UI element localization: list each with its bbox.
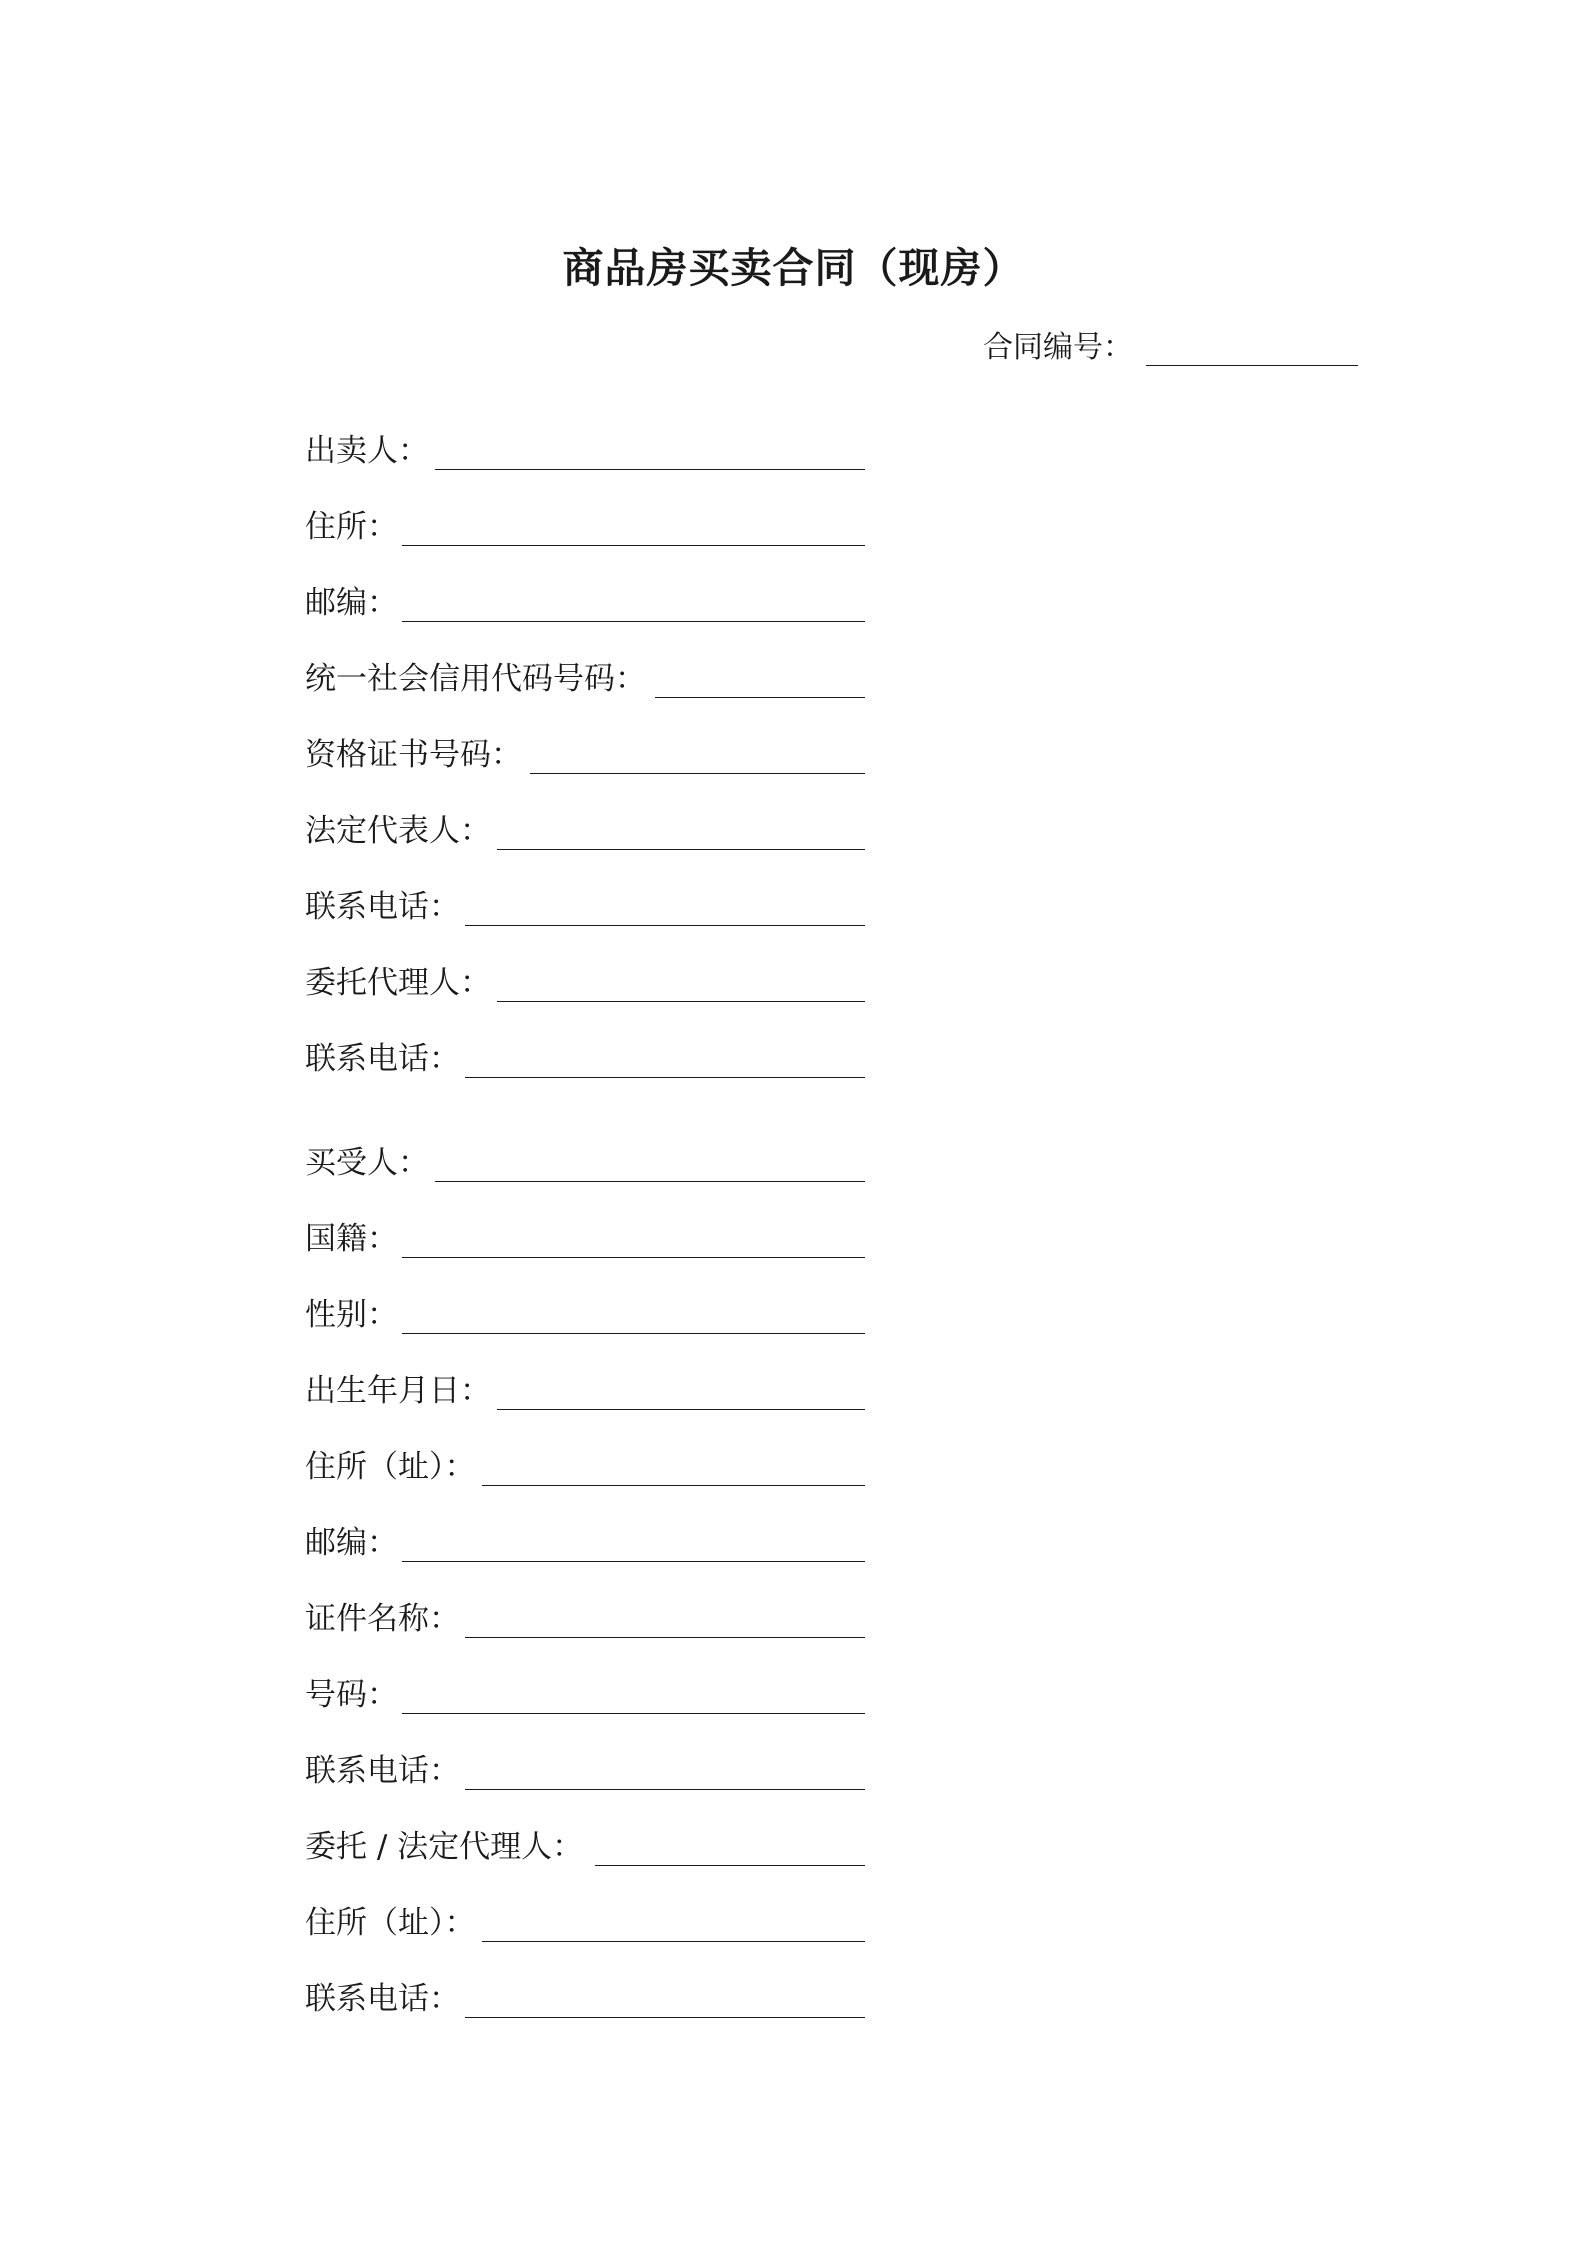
contract-number-blank[interactable]	[1146, 365, 1358, 366]
field-label: 出生年月日：	[305, 1373, 491, 1409]
field-label: 法定代表人：	[305, 813, 491, 849]
fill-blank[interactable]	[482, 1941, 865, 1942]
field-label: 买受人：	[305, 1145, 429, 1181]
fill-blank[interactable]	[465, 2017, 865, 2018]
fill-blank[interactable]	[402, 1257, 865, 1258]
buyer-id-number-field[interactable]	[305, 1673, 865, 1717]
buyer-nationality-field[interactable]	[305, 1217, 865, 1261]
fill-blank[interactable]	[655, 697, 865, 698]
seller-certificate-field[interactable]	[305, 733, 865, 777]
field-label: 委托代理人：	[305, 965, 491, 1001]
fill-blank[interactable]	[435, 1181, 865, 1182]
fill-blank[interactable]	[402, 1333, 865, 1334]
field-label: 住所（址）：	[305, 1905, 476, 1941]
fill-blank[interactable]	[465, 1789, 865, 1790]
buyer-agent-phone-field[interactable]	[305, 1977, 865, 2021]
fill-blank[interactable]	[497, 849, 865, 850]
buyer-agent-address-field[interactable]	[305, 1901, 865, 1945]
field-label: 统一社会信用代码号码：	[305, 661, 646, 697]
field-label: 邮编：	[305, 1525, 398, 1561]
fill-blank[interactable]	[497, 1001, 865, 1002]
field-label: 住所：	[305, 509, 398, 545]
field-label: 联系电话：	[305, 1041, 460, 1077]
field-label: 联系电话：	[305, 889, 460, 925]
field-label: 邮编：	[305, 585, 398, 621]
fill-blank[interactable]	[402, 1561, 865, 1562]
field-label: 联系电话：	[305, 1753, 460, 1789]
buyer-phone-field[interactable]	[305, 1749, 865, 1793]
field-label: 出卖人：	[305, 433, 429, 469]
fill-blank[interactable]	[497, 1409, 865, 1410]
fill-blank[interactable]	[435, 469, 865, 470]
seller-address-field[interactable]	[305, 505, 865, 549]
buyer-agent-field[interactable]	[305, 1825, 865, 1869]
fill-blank[interactable]	[465, 925, 865, 926]
fill-blank[interactable]	[402, 1713, 865, 1714]
field-label: 住所（址）：	[305, 1449, 476, 1485]
fill-blank[interactable]	[465, 1077, 865, 1078]
seller-credit-code-field[interactable]	[305, 657, 865, 701]
contract-number-label: 合同编号：	[983, 330, 1133, 365]
seller-postcode-field[interactable]	[305, 581, 865, 625]
buyer-id-type-field[interactable]	[305, 1597, 865, 1641]
buyer-name-field[interactable]	[305, 1141, 865, 1185]
buyer-address-field[interactable]	[305, 1445, 865, 1489]
fill-blank[interactable]	[595, 1865, 865, 1866]
seller-phone-field[interactable]	[305, 885, 865, 929]
field-label: 证件名称：	[305, 1601, 460, 1637]
buyer-postcode-field[interactable]	[305, 1521, 865, 1565]
field-label: 委托 / 法定代理人：	[305, 1829, 584, 1865]
contract-number-field[interactable]	[983, 328, 1133, 368]
field-label: 资格证书号码：	[305, 737, 522, 773]
seller-name-field[interactable]	[305, 429, 865, 473]
fill-blank[interactable]	[402, 621, 865, 622]
fill-blank[interactable]	[482, 1485, 865, 1486]
seller-agent-phone-field[interactable]	[305, 1037, 865, 1081]
contract-title: 商品房买卖合同（现房）	[562, 244, 1025, 292]
fill-blank[interactable]	[530, 773, 865, 774]
seller-agent-field[interactable]	[305, 961, 865, 1005]
seller-legal-rep-field[interactable]	[305, 809, 865, 853]
buyer-birthdate-field[interactable]	[305, 1369, 865, 1413]
fill-blank[interactable]	[402, 545, 865, 546]
buyer-gender-field[interactable]	[305, 1293, 865, 1337]
field-label: 国籍：	[305, 1221, 398, 1257]
field-label: 联系电话：	[305, 1981, 460, 2017]
field-label: 号码：	[305, 1677, 398, 1713]
fill-blank[interactable]	[465, 1637, 865, 1638]
field-label: 性别：	[305, 1297, 398, 1333]
